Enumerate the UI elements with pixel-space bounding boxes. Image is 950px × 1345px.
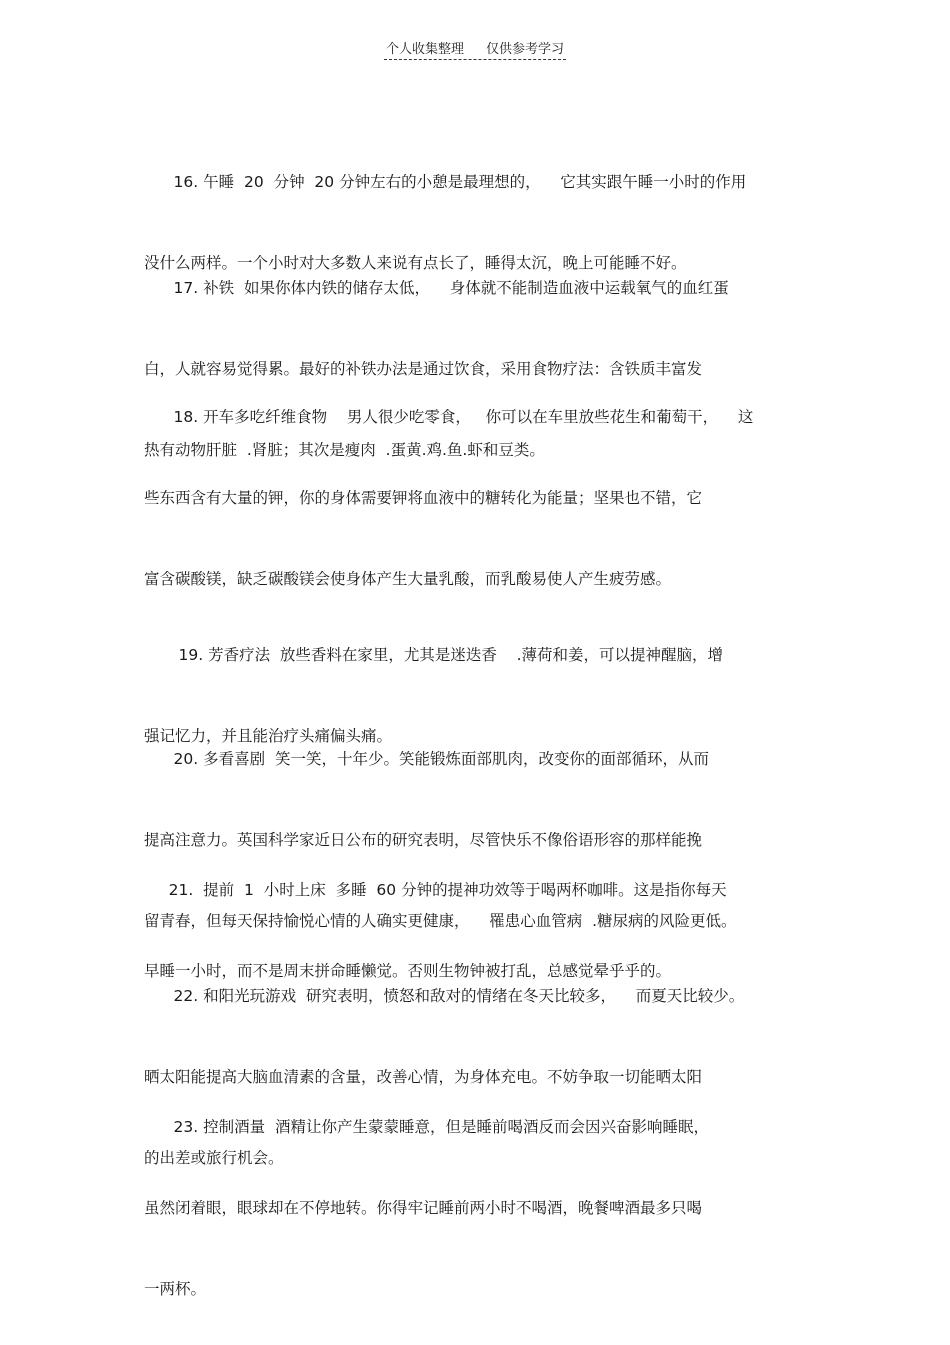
- paragraph-line: 16. 午睡 20 分钟 20 分钟左右的小憩是最理想的， 它其实跟午睡一小时的作用: [144, 173, 747, 191]
- header-watermark: [384, 38, 566, 60]
- paragraph-line: 热有动物肝脏 .肾脏；其次是瘦肉 .蛋黄.鸡.鱼.虾和豆类。: [144, 441, 545, 459]
- paragraph-line: 19. 芳香疗法 放些香料在家里，尤其是迷迭香 .薄荷和姜，可以提神醒脑，增: [144, 646, 724, 664]
- paragraph-line: 晒太阳能提高大脑血清素的含量，改善心情，为身体充电。不妨争取一切能晒太阳: [144, 1068, 703, 1086]
- paragraph-line: 早睡一小时，而不是周末拼命睡懒觉。否则生物钟被打乱，总感觉晕乎乎的。: [144, 962, 672, 980]
- paragraph-line: 22. 和阳光玩游戏 研究表明，愤怒和敌对的情绪在冬天比较多， 而夏天比较少。: [144, 987, 745, 1005]
- paragraph-line: 些东西含有大量的钾，你的身体需要钾将血液中的糖转化为能量；坚果也不错，它: [144, 489, 703, 507]
- paragraph-line: 17. 补铁 如果你体内铁的储存太低， 身体就不能制造血液中运载氧气的血红蛋: [144, 279, 729, 297]
- header-left-text: 个人收集整理: [385, 42, 464, 57]
- header-right-text: 仅供参考学习: [486, 42, 565, 57]
- paragraph-line: 20. 多看喜剧 笑一笑，十年少。笑能锻炼面部肌肉，改变你的面部循环，从而: [144, 750, 709, 768]
- paragraph-line: 的出差或旅行机会。: [144, 1149, 284, 1167]
- paragraph-line: 提高注意力。英国科学家近日公布的研究表明，尽管快乐不像俗语形容的那样能挽: [144, 831, 703, 849]
- paragraph-23: [144, 1060, 824, 1330]
- paragraph-line: 没什么两样。一个小时对大多数人来说有点长了，睡得太沉，晚上可能睡不好。: [144, 254, 687, 272]
- paragraph-line: 富含碳酸镁，缺乏碳酸镁会使身体产生大量乳酸，而乳酸易使人产生疲劳感。: [144, 570, 672, 588]
- paragraph-line: 一两杯。: [144, 1280, 207, 1298]
- paragraph-line: 23. 控制酒量 酒精让你产生蒙蒙睡意，但是睡前喝酒反而会因兴奋影响睡眠，: [144, 1118, 709, 1136]
- paragraph-line: 虽然闭着眼，眼球却在不停地转。你得牢记睡前两小时不喝酒，晚餐啤酒最多只喝: [144, 1199, 703, 1217]
- paragraph-line: 21. 提前 1 小时上床 多睡 60 分钟的提神功效等于喝两杯咖啡。这是指你每天: [144, 881, 727, 899]
- paragraph-18: [144, 350, 824, 620]
- paragraph-line: 强记忆力，并且能治疗头痛偏头痛。: [144, 727, 393, 745]
- page-header: [0, 38, 950, 60]
- paragraph-line: 白，人就容易觉得累。最好的补铁办法是通过饮食，采用食物疗法：含铁质丰富发: [144, 360, 703, 378]
- paragraph-line: 18. 开车多吃纤维食物 男人很少吃零食， 你可以在车里放些花生和葡萄干， 这: [144, 408, 754, 426]
- paragraph-line: 留青春，但每天保持愉悦心情的人确实更健康， 罹患心血管病 .糖尿病的风险更低。: [144, 912, 737, 930]
